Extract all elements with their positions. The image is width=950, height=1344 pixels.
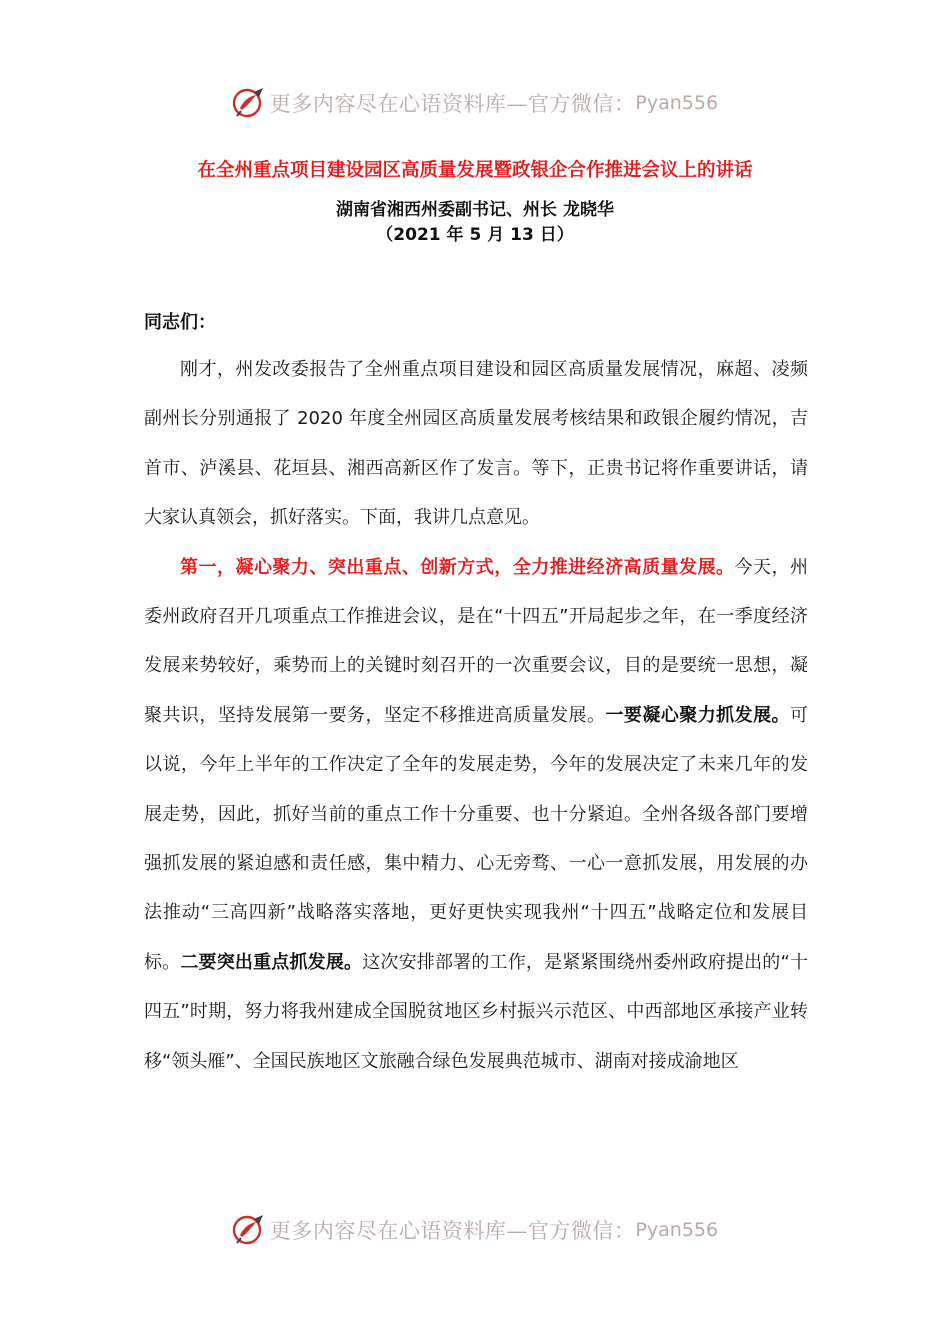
watermark-account: Pyan556 [635, 92, 719, 114]
section-heading-first: 第一，凝心聚力、突出重点、创新方式，全力推进经济高质量发展。 [180, 556, 735, 578]
subpoint-heading-2: 二要突出重点抓发展。 [180, 951, 363, 973]
speech-date: （2021 年 5 月 13 日） [376, 225, 574, 245]
speech-body [144, 345, 808, 1086]
watermark-text: 更多内容尽在心语资料库—官方微信： [269, 92, 636, 116]
pen-logo-icon [232, 1213, 266, 1247]
paragraph-intro: 刚才，州发改委报告了全州重点项目建设和园区高质量发展情况，麻超、凌频副州长分别通报了 2020 年度全州园区高质量发展考核结果和政银企履约情况，吉首市、泸溪县、花垣县、湘西高新区作了发言。等下，正贵书记将作重要讲话，请大家认真领会，抓好落实。下面，我讲几点意见。 [144, 359, 808, 529]
paragraph-text: 今天，州委州政府召开几项重点工作推进会议，是在“十四五”开局起步之年，在一季度经济发展来势较好，乘势而上的关键时刻召开的一次重要会议，目的是要统一思想，凝聚共识，坚持发展第一要务，坚定不移推进高质量发展。 [144, 556, 809, 726]
paragraph-text: 可以说，今年上半年的工作决定了全年的发展走势，今年的发展决定了未来几年的发展走势，因此，抓好当前的重点工作十分重要、也十分紧迫。全州各级各部门要增强抓发展的紧迫感和责任感，集中精力、心无旁骛、一心一意抓发展，用发展的办法推动“三高四新”战略落实落地，更好更快实现我州“十四五”战略定位和发展目标。 [144, 704, 809, 973]
paragraph-text: 这次安排部署的工作，是紧紧围绕州委州政府提出的“十四五”时期，努力将我州建成全国脱贫地区乡村振兴示范区、中西部地区承接产业转移“领头雁”、全国民族地区文旅融合绿色发展典范城市、湖南对接成渝地区 [144, 951, 809, 1072]
subpoint-heading-1: 一要凝心聚力抓发展。 [605, 704, 791, 726]
document-title: 在全州重点项目建设园区高质量发展暨政银企合作推进会议上的讲话 [197, 160, 753, 181]
speaker-line: 湖南省湘西州委副书记、州长 龙晓华 [336, 200, 614, 220]
watermark-footer [0, 1210, 950, 1250]
watermark-text: 更多内容尽在心语资料库—官方微信： [269, 1219, 636, 1243]
watermark-header [0, 83, 950, 123]
paragraph-first-point [144, 543, 808, 1086]
pen-logo-icon [232, 86, 266, 120]
salutation: 同志们： [144, 312, 216, 333]
watermark-account: Pyan556 [635, 1219, 719, 1241]
